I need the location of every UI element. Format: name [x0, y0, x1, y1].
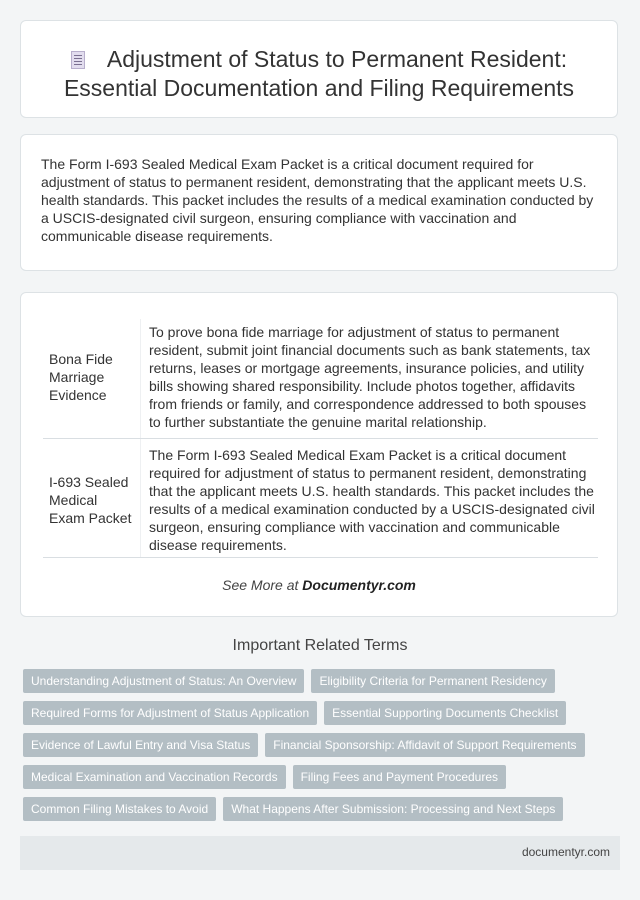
related-tag[interactable]: Understanding Adjustment of Status: An Overview [23, 669, 304, 693]
related-tag[interactable]: Required Forms for Adjustment of Status Application [23, 701, 317, 725]
related-tag[interactable]: What Happens After Submission: Processing and Next Steps [223, 797, 563, 821]
page-title-text: Adjustment of Status to Permanent Resident: Essential Documentation and Filing Requirements [63, 46, 575, 101]
page-title [51, 45, 587, 103]
related-tag[interactable]: Common Filing Mistakes to Avoid [23, 797, 216, 821]
related-tag[interactable]: Essential Supporting Documents Checklist [324, 701, 566, 725]
table-row [43, 319, 598, 439]
header-card [20, 20, 618, 118]
document-icon [71, 51, 85, 69]
terms-card [20, 292, 618, 617]
related-tag[interactable]: Filing Fees and Payment Procedures [293, 765, 506, 789]
see-more-site: Documentyr.com [302, 577, 416, 593]
table-row [43, 439, 598, 558]
related-tags [23, 669, 613, 829]
see-more-link[interactable] [21, 577, 617, 593]
definition-cell: To prove bona fide marriage for adjustment of status to permanent resident, submit joint financial documents such as bank statements, tax returns, leases or mortgage agreements, insurance policies, and utility bills showing shared responsibility. Include photos together, affidavits from friends or family, and correspondence addressed to both spouses to further substantiate the genuine marital relationship. [141, 319, 599, 439]
related-tag[interactable]: Financial Sponsorship: Affidavit of Support Requirements [265, 733, 584, 757]
summary-text: The Form I-693 Sealed Medical Exam Packet is a critical document required for adjustment of status to permanent resident, demonstrating that the applicant meets U.S. health standards. This packet includes the results of a medical examination conducted by a USCIS-designated civil surgeon, ensuring compliance with vaccination and communicable disease requirements. [41, 156, 594, 244]
see-more-prefix: See More at [222, 577, 303, 593]
terms-table [43, 319, 598, 558]
related-terms-title: Important Related Terms [232, 637, 408, 654]
related-tag[interactable]: Medical Examination and Vaccination Records [23, 765, 286, 789]
footer [20, 836, 620, 870]
summary-card [20, 134, 618, 271]
related-tag[interactable]: Evidence of Lawful Entry and Visa Status [23, 733, 258, 757]
definition-cell: The Form I-693 Sealed Medical Exam Packet is a critical document required for adjustment of status to permanent resident, demonstrating that the applicant meets U.S. health standards. This packet includes the results of a medical examination conducted by a USCIS-designated civil surgeon, ensuring compliance with vaccination and communicable disease requirements. [141, 439, 599, 558]
related-tag[interactable]: Eligibility Criteria for Permanent Residency [311, 669, 554, 693]
term-cell: Bona Fide Marriage Evidence [43, 319, 141, 439]
term-cell: I-693 Sealed Medical Exam Packet [43, 439, 141, 558]
footer-domain[interactable]: documentyr.com [521, 845, 610, 859]
